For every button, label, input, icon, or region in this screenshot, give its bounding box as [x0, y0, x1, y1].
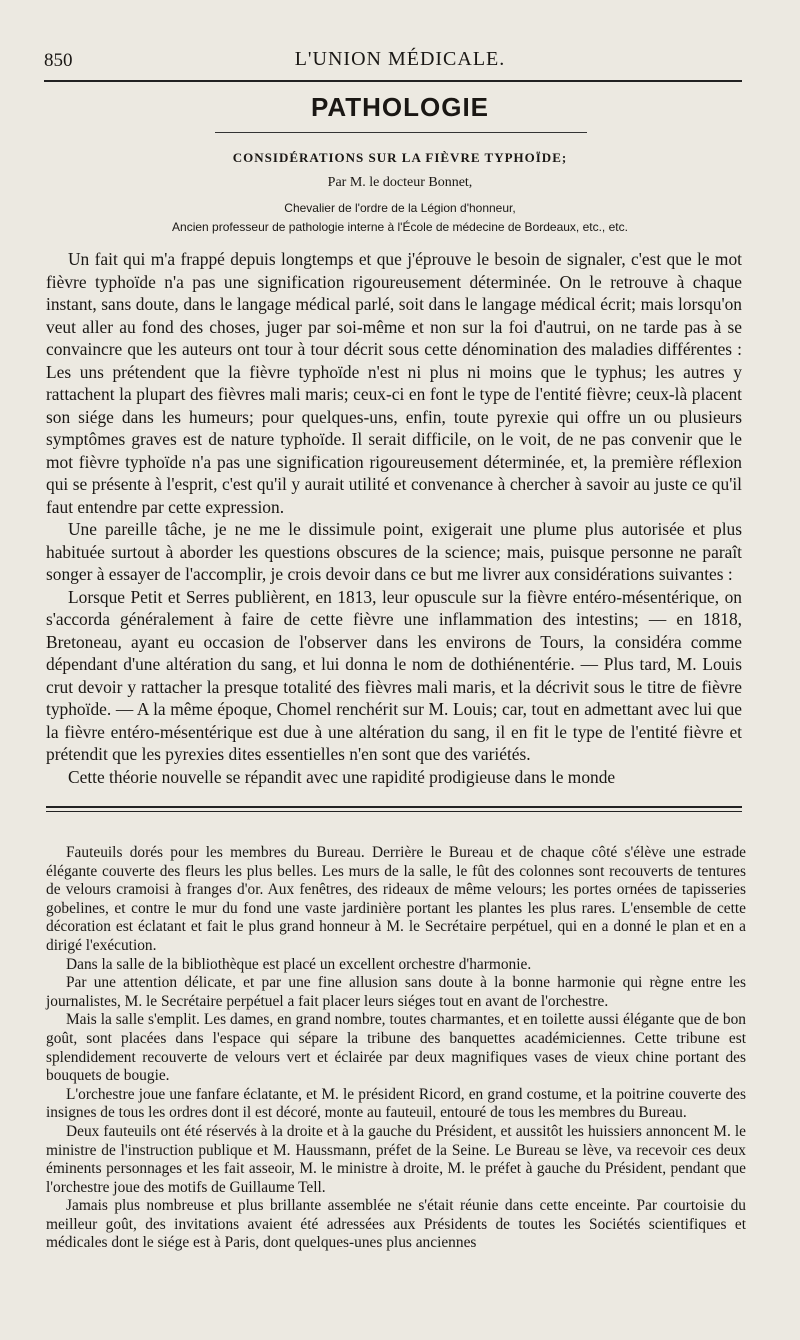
feuilleton-paragraph: Deux fauteuils ont été réservés à la droite et à la gauche du Président, et aussitôt les huissiers annoncent M. le ministre de l'instruction publique et M. Haussmann, préfet de la Seine. Le Bureau se lève, va recevoir ces deux éminents personnages et les fait asseoir, M. le ministre à droite, M. le préfet à gauche du Président, pendant que l'orchestre joue des motifs de Guillaume Tell. — [46, 1122, 746, 1196]
feuilleton-rule — [46, 811, 742, 812]
feuilleton-paragraph: Dans la salle de la bibliothèque est placé un excellent orchestre d'harmonie. — [66, 955, 532, 973]
journal-title: L'UNION MÉDICALE. — [294, 48, 506, 70]
article-paragraph: Une pareille tâche, je ne me le dissimule point, exigerait une plume plus autorisée et plus habituée surtout à aborder les questions obscures de la science; mais, puisque personne ne paraît songer à essayer de l'accomplir, je crois devoir dans ce but me livrer aux considérations suivantes : — [46, 519, 742, 584]
article-body — [46, 248, 742, 788]
feuilleton-paragraph: L'orchestre joue une fanfare éclatante, et M. le président Ricord, en grand costume, et la poitrine couverte des insignes de tous les ordres dont il est décoré, monte au fauteuil, entouré de tous les membres du Bureau. — [46, 1085, 746, 1122]
article-paragraph: Un fait qui m'a frappé depuis longtemps et que j'éprouve le besoin de signaler, c'est que le mot fièvre typhoïde n'a pas une signification rigoureusement déterminée. On le retrouve à chaque instant, sans doute, dans le langage médical parlé, soit dans le langage médical écrit; mais lorsqu'on veut aller au fond des choses, juger par soi-même et non sur la foi d'autrui, on ne tarde pas à se convaincre que les auteurs ont tour à tour décrit sous cette dénomination des maladies différentes : Les uns prétendent que la fièvre typhoïde n'est ni plus ni moins que le typhus; les autres y rattachent la plupart des fièvres mali maris; ceux-ci en font le type de l'entité fièvre; ceux-là placent son siége dans les humeurs; pour quelques-uns, enfin, toute pyrexie qui offre un ou plusieurs symptômes graves est de nature typhoïde. Il serait difficile, on le voit, de ne pas convenir que le mot fièvre typhoïde n'a pas une signification rigoureusement déterminée, et, la première réflexion qui se présente à l'esprit, c'est qu'il y aurait utilité et convenance à chercher à savoir au juste ce qu'il faut entendre par cette expression. — [46, 249, 742, 517]
page-header — [44, 44, 756, 80]
article-paragraph: Lorsque Petit et Serres publièrent, en 1813, leur opuscule sur la fièvre entéro-mésentérique, on s'accorda généralement à faire de cette fièvre une inflammation des intestins; — en 1818, Bretoneau, ayant eu occasion de l'observer dans les environs de Tours, la considéra comme dépendant d'une altération du sang, et lui donna le nom de dothiénentérie. — Plus tard, M. Louis crut devoir y rattacher la presque totalité des fièvres mali maris, et la décrivit sous le titre de fièvre typhoïde. — A la même époque, Chomel renchérit sur M. Louis; car, tout en admettant avec lui que la fièvre entéro-mésentérique est due à une altération du sang, il en fit le type de l'entité fièvre et prétendit que les pyrexies dites essentielles n'en sont que des variétés. — [46, 586, 742, 764]
title-rule — [215, 132, 587, 133]
feuilleton-paragraph: Mais la salle s'emplit. Les dames, en grand nombre, toutes charmantes, et en toilette aussi élégante que de bon goût, sont placées dans l'espace qui sépare la tribune des banquettes académiciennes. Cette tribune est splendidement recouverte de velours vert et éclairée par deux magnifiques vases de vieux chine portant des bouquets de bougie. — [46, 1011, 746, 1085]
feuilleton-body — [46, 844, 746, 1253]
article-paragraph: Cette théorie nouvelle se répandit avec une rapidité prodigieuse dans le monde — [68, 766, 616, 787]
section-title: PATHOLOGIE — [310, 92, 490, 122]
article-title: CONSIDÉRATIONS SUR LA FIÈVRE TYPHOÏDE; — [232, 150, 568, 165]
feuilleton-paragraph: Jamais plus nombreuse et plus brillante assemblée ne s'était réunie dans cette enceinte. Par courtoisie du meilleur goût, des invitations avaient été adressées aux Présidents de toutes les Sociétés scientifiques et médicales dont le siége est à Paris, dont quelques-unes plus anciennes — [46, 1197, 746, 1252]
author-line: Par M. le docteur Bonnet, — [327, 175, 473, 190]
page-number: 850 — [44, 50, 73, 71]
author-credential: Chevalier de l'ordre de la Légion d'honneur, — [284, 201, 516, 215]
feuilleton-rule — [46, 806, 742, 808]
feuilleton-paragraph: Par une attention délicate, et par une fine allusion sans doute à la bonne harmonie qui règne entre les journalistes, M. le Secrétaire perpétuel a fait placer leurs siéges tout en avant de l'orchestre. — [46, 974, 746, 1010]
author-credential: Ancien professeur de pathologie interne à l'École de médecine de Bordeaux, etc., etc. — [172, 220, 628, 234]
feuilleton-paragraph: Fauteuils dorés pour les membres du Bureau. Derrière le Bureau et de chaque côté s'élève une estrade élégante couverte des fleurs les plus belles. Les murs de la salle, le fût des colonnes sont recouverts de tentures de velours cramoisi à franges d'or. Aux fenêtres, des rideaux de même velours; les portes ornées de tapisseries gobelines, et contre le mur du fond une vaste jardinière portant les plantes les plus rares. L'ensemble de cette décoration est éclatant et fait le plus grand honneur à M. le Secrétaire perpétuel, qui en a donné le plan et en a dirigé l'exécution. — [46, 844, 746, 954]
header-rule — [44, 80, 742, 82]
